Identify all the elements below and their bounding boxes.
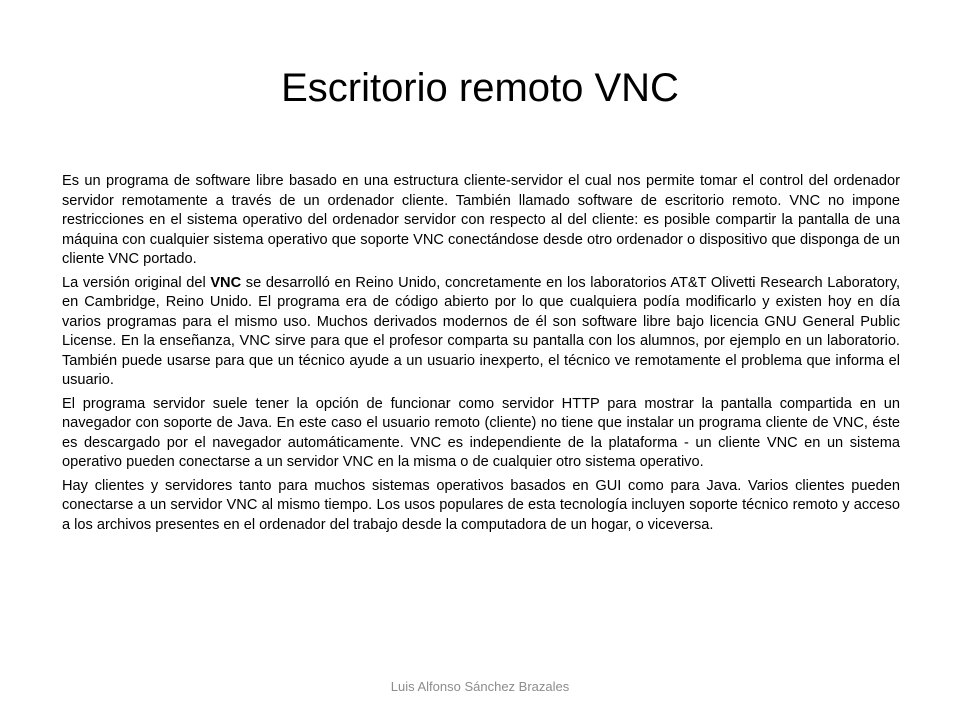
paragraph-clients-servers: Hay clientes y servidores tanto para muchos sistemas operativos basados en GUI como para Java. Varios clientes pueden conectarse a un servidor VNC al mismo tiempo. Los usos populares de esta tecnología incluyen soporte técnico remoto y acceso a los archivos presentes en el ordenador del trabajo desde la computadora de un hogar, o viceversa.	[62, 477, 900, 533]
slide-footer-author: Luis Alfonso Sánchez Brazales	[390, 679, 570, 694]
paragraph-http-server: El programa servidor suele tener la opción de funcionar como servidor HTTP para mostrar la pantalla compartida en un navegador con soporte de Java. En este caso el usuario remoto (cliente) no tiene que instalar un programa cliente de VNC, éste es descargado por el navegador automáticamente. VNC es independiente de la plataforma - un cliente VNC en un sistema operativo pueden conectarse a un servidor VNC en la misma o de cualquier otro sistema operativo.	[62, 395, 900, 470]
paragraph-history-rest: se desarrolló en Reino Unido, concretamente en los laboratorios AT&T Olivetti Research Laboratory, en Cambridge, Reino Unido. El programa era de código abierto por lo que cualquiera podía modificarlo y existen hoy en día varios programas para el mismo uso. Muchos derivados modernos de él son software libre bajo licencia GNU General Public License. En la enseñanza, VNC sirve para que el profesor comparta su pantalla con los alumnos, por ejemplo en un laboratorio. También puede usarse para que un técnico ayude a un usuario inexperto, el técnico ve remotamente el problema que informa el usuario.	[62, 274, 900, 388]
paragraph-intro: Es un programa de software libre basado en una estructura cliente-servidor el cual nos permite tomar el control del ordenador servidor remotamente a través de un ordenador cliente. También llamado software de escritorio remoto. VNC no impone restricciones en el sistema operativo del ordenador servidor con respecto al del cliente: es posible compartir la pantalla de una máquina con cualquier sistema operativo que soporte VNC conectándose desde otro ordenador o dispositivo que disponga de un cliente VNC portado.	[62, 173, 900, 267]
vnc-bold-term: VNC	[210, 274, 242, 291]
paragraph-history-start: La versión original del	[62, 274, 211, 291]
slide-body	[62, 172, 900, 539]
paragraph-history	[62, 274, 900, 391]
slide-title: Escritorio remoto VNC	[281, 66, 679, 110]
